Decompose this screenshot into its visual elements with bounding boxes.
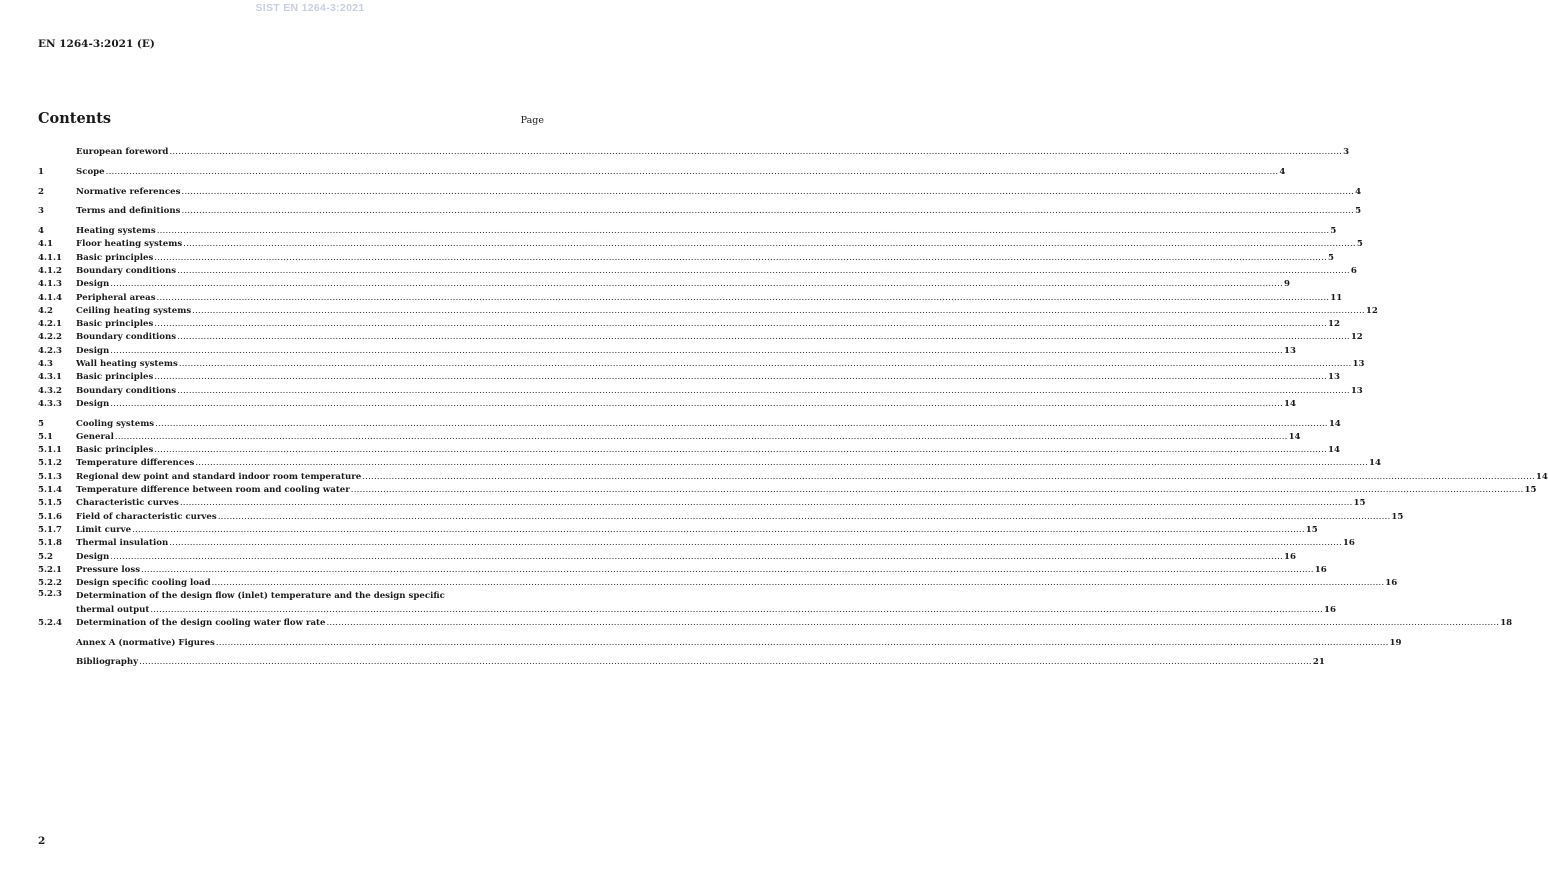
toc-entry[interactable]	[38, 496, 1366, 509]
toc-entry[interactable]	[38, 165, 1286, 178]
toc-entry-page: 14	[1369, 458, 1381, 469]
toc-entry[interactable]	[38, 456, 1381, 469]
toc-entry-title: Design	[76, 551, 110, 562]
toc-entry-title: Basic principles	[76, 372, 154, 383]
dot-leader: ................................................................................................................................................................................................................................................................................................................................................................................................................	[154, 372, 1327, 383]
toc-entry-number: 5	[38, 418, 44, 429]
dot-leader: ................................................................................................................................................................................................................................................................................................................................................................................................................	[326, 618, 1500, 629]
toc-entry-page: 5	[1356, 239, 1363, 250]
toc-entry-page: 13	[1327, 372, 1340, 383]
toc-entry-page: 14	[1328, 418, 1341, 429]
toc-entry-page: 11	[1330, 292, 1343, 303]
toc-entry-number: 4.1	[38, 239, 53, 250]
dot-leader: ................................................................................................................................................................................................................................................................................................................................................................................................................	[110, 345, 1283, 356]
toc-entry[interactable]	[38, 264, 1357, 277]
toc-entry-page: 18	[1500, 618, 1513, 629]
toc-entry[interactable]	[38, 635, 1402, 648]
toc-entry-page: 12	[1350, 332, 1363, 343]
toc-entry-title: Field of characteristic curves	[76, 511, 217, 522]
dot-leader: ................................................................................................................................................................................................................................................................................................................................................................................................................	[169, 147, 1343, 158]
toc-entry-page: 5	[1330, 226, 1337, 237]
toc-entry-number: 5.2	[38, 551, 53, 562]
toc-entry[interactable]	[38, 536, 1355, 549]
toc-entry-title: Annex A (normative) Figures	[76, 637, 215, 648]
toc-entry-page: 5	[1327, 252, 1334, 263]
toc-entry-title: Terms and definitions	[76, 206, 181, 217]
toc-entry-title: Design	[76, 345, 110, 356]
toc-entry-number: 4	[38, 226, 44, 237]
toc-entry-title: Boundary conditions	[76, 332, 177, 343]
watermark: SIST EN 1264-3:2021	[255, 2, 365, 14]
dot-leader: ................................................................................................................................................................................................................................................................................................................................................................................................................	[150, 604, 1323, 615]
toc-entry-page: 16	[1342, 538, 1355, 549]
toc-entry-page: 16	[1385, 578, 1398, 589]
dot-leader: ................................................................................................................................................................................................................................................................................................................................................................................................................	[169, 538, 1342, 549]
toc-entry-title: Regional dew point and standard indoor room temperature	[76, 471, 362, 482]
toc-entry-page: 16	[1283, 551, 1296, 562]
toc-entry-number: 4.3.1	[38, 372, 62, 383]
toc-entry-number: 5.2.4	[38, 618, 62, 629]
toc-entry-title: Pressure loss	[76, 564, 141, 575]
toc-entry-title: Cooling systems	[76, 418, 155, 429]
toc-entry-page: 16	[1324, 604, 1336, 615]
dot-leader: ................................................................................................................................................................................................................................................................................................................................................................................................................	[179, 498, 1353, 509]
toc-entry-page: 4	[1279, 166, 1286, 177]
toc-entry-page: 15	[1391, 511, 1404, 522]
toc-entry-page: 13	[1283, 345, 1296, 356]
toc-entry-title: Ceiling heating systems	[76, 305, 192, 316]
document-id: EN 1264-3:2021 (E)	[38, 38, 155, 50]
toc-entry[interactable]	[38, 317, 1340, 330]
dot-leader: ................................................................................................................................................................................................................................................................................................................................................................................................................	[350, 485, 1524, 496]
toc-entry-title: Wall heating systems	[76, 359, 178, 370]
toc-entry-number: 2	[38, 186, 44, 197]
table-of-contents	[38, 145, 1548, 668]
toc-entry-number: 4.2.2	[38, 332, 62, 343]
toc-entry-number: 5.1.6	[38, 511, 62, 522]
toc-entry[interactable]	[38, 563, 1327, 576]
toc-entry-title: Normative references	[76, 186, 181, 197]
toc-entry-title: Design specific cooling load	[76, 578, 211, 589]
toc-entry[interactable]	[38, 416, 1341, 429]
toc-entry[interactable]	[38, 145, 1350, 158]
toc-entry-number: 5.1.4	[38, 485, 62, 496]
dot-leader: ................................................................................................................................................................................................................................................................................................................................................................................................................	[154, 445, 1327, 456]
toc-entry-title: Basic principles	[76, 445, 154, 456]
toc-entry-title: Boundary conditions	[76, 265, 177, 276]
toc-entry-title: Peripheral areas	[76, 292, 156, 303]
page-title: Contents	[38, 110, 112, 127]
dot-leader: ................................................................................................................................................................................................................................................................................................................................................................................................................	[139, 657, 1312, 668]
toc-entry-title: Heating systems	[76, 226, 156, 237]
toc-entry-page: 12	[1327, 319, 1340, 330]
toc-entry-title: thermal output	[76, 604, 150, 615]
toc-entry-title: Basic principles	[76, 319, 154, 330]
toc-entry-number: 5.1.7	[38, 524, 62, 535]
toc-entry-title: Determination of the design cooling water flow rate	[76, 618, 326, 629]
dot-leader: ................................................................................................................................................................................................................................................................................................................................................................................................................	[178, 359, 1352, 370]
dot-leader: ................................................................................................................................................................................................................................................................................................................................................................................................................	[132, 524, 1305, 535]
toc-entry-title: Temperature differences	[76, 458, 195, 469]
toc-entry[interactable]	[38, 469, 1548, 482]
toc-entry-title: Scope	[76, 166, 105, 177]
toc-entry[interactable]	[38, 576, 1398, 589]
toc-entry-page: 4	[1355, 186, 1362, 197]
toc-entry-number: 5.1.3	[38, 471, 62, 482]
toc-entry-title: Characteristic curves	[76, 498, 179, 509]
toc-entry-number: 5.1.1	[38, 445, 62, 456]
toc-entry-page: 9	[1283, 279, 1290, 290]
toc-entry-page: 21	[1312, 657, 1325, 668]
dot-leader: ................................................................................................................................................................................................................................................................................................................................................................................................................	[195, 458, 1369, 469]
dot-leader: ................................................................................................................................................................................................................................................................................................................................................................................................................	[211, 578, 1385, 589]
toc-entry[interactable]	[38, 589, 1336, 616]
toc-entry[interactable]	[38, 204, 1362, 217]
toc-entry-title: Thermal insulation	[76, 538, 169, 549]
toc-entry[interactable]	[38, 383, 1363, 396]
toc-entry-title: European foreword	[76, 147, 169, 158]
toc-entry-number: 5.2.1	[38, 564, 62, 575]
toc-entry[interactable]	[38, 304, 1378, 317]
toc-entry-page: 6	[1350, 265, 1357, 276]
toc-entry-title: Determination of the design flow (inlet) temperature and the design specific	[76, 591, 445, 602]
dot-leader: ................................................................................................................................................................................................................................................................................................................................................................................................................	[177, 385, 1350, 396]
toc-entry[interactable]	[38, 655, 1325, 668]
toc-entry[interactable]	[38, 277, 1290, 290]
toc-entry-title: General	[76, 431, 114, 442]
toc-entry-page: 15	[1524, 485, 1537, 496]
dot-leader: ................................................................................................................................................................................................................................................................................................................................................................................................................	[181, 186, 1355, 197]
toc-entry[interactable]	[38, 443, 1340, 456]
toc-entry-page: 13	[1352, 359, 1365, 370]
toc-entry-title: Basic principles	[76, 252, 154, 263]
dot-leader: ................................................................................................................................................................................................................................................................................................................................................................................................................	[114, 431, 1288, 442]
toc-entry-number: 4.3	[38, 359, 53, 370]
dot-leader: ................................................................................................................................................................................................................................................................................................................................................................................................................	[155, 418, 1328, 429]
toc-entry[interactable]	[38, 430, 1301, 443]
toc-entry[interactable]	[38, 250, 1334, 263]
toc-entry-number: 4.1.3	[38, 279, 62, 290]
dot-leader: ................................................................................................................................................................................................................................................................................................................................................................................................................	[105, 166, 1279, 177]
toc-entry[interactable]	[38, 330, 1363, 343]
toc-entry-number: 5.2.3	[38, 589, 62, 600]
dot-leader: ................................................................................................................................................................................................................................................................................................................................................................................................................	[156, 292, 1330, 303]
toc-entry[interactable]	[38, 224, 1337, 237]
toc-entry[interactable]	[38, 616, 1513, 629]
dot-leader: ................................................................................................................................................................................................................................................................................................................................................................................................................	[156, 226, 1330, 237]
toc-entry-page: 14	[1535, 471, 1548, 482]
dot-leader: ................................................................................................................................................................................................................................................................................................................................................................................................................	[141, 564, 1314, 575]
toc-entry-number: 5.1.2	[38, 458, 62, 469]
toc-entry-title: Design	[76, 279, 110, 290]
dot-leader: ................................................................................................................................................................................................................................................................................................................................................................................................................	[177, 332, 1350, 343]
dot-leader: ................................................................................................................................................................................................................................................................................................................................................................................................................	[362, 471, 1535, 482]
toc-entry-title: Limit curve	[76, 524, 132, 535]
toc-entry[interactable]	[38, 370, 1340, 383]
toc-entry-number: 4.1.1	[38, 252, 62, 263]
toc-entry-title: Temperature difference between room and cooling water	[76, 485, 350, 496]
toc-entry-page: 3	[1343, 147, 1350, 158]
dot-leader: ................................................................................................................................................................................................................................................................................................................................................................................................................	[177, 265, 1350, 276]
toc-entry-title: Design	[76, 398, 110, 409]
toc-entry[interactable]	[38, 483, 1537, 496]
dot-leader: ................................................................................................................................................................................................................................................................................................................................................................................................................	[110, 398, 1283, 409]
toc-entry-page: 13	[1350, 385, 1363, 396]
toc-entry-page: 19	[1389, 637, 1402, 648]
dot-leader: ................................................................................................................................................................................................................................................................................................................................................................................................................	[181, 206, 1355, 217]
toc-entry-page: 14	[1283, 398, 1296, 409]
toc-entry-number: 5.1.8	[38, 538, 62, 549]
toc-entry-number: 5.2.2	[38, 578, 62, 589]
toc-entry-number: 5.1	[38, 431, 53, 442]
toc-entry-number: 5.1.5	[38, 498, 62, 509]
toc-entry-page: 14	[1288, 431, 1301, 442]
toc-entry-number: 4.2.1	[38, 319, 62, 330]
toc-entry-number: 4.3.2	[38, 385, 62, 396]
toc-entry-number: 4.1.2	[38, 265, 62, 276]
dot-leader: ................................................................................................................................................................................................................................................................................................................................................................................................................	[215, 637, 1389, 648]
toc-entry-page: 5	[1355, 206, 1362, 217]
toc-entry-page: 12	[1365, 305, 1378, 316]
toc-entry-page: 14	[1327, 445, 1340, 456]
dot-leader: ................................................................................................................................................................................................................................................................................................................................................................................................................	[154, 319, 1327, 330]
toc-entry[interactable]	[38, 184, 1362, 197]
dot-leader: ................................................................................................................................................................................................................................................................................................................................................................................................................	[154, 252, 1327, 263]
toc-entry[interactable]	[38, 357, 1365, 370]
toc-entry-number: 4.2.3	[38, 345, 62, 356]
toc-entry-title: Bibliography	[76, 657, 139, 668]
toc-entry-number: 1	[38, 166, 44, 177]
toc-entry-page: 16	[1314, 564, 1327, 575]
toc-entry-page: 15	[1353, 498, 1366, 509]
dot-leader: ................................................................................................................................................................................................................................................................................................................................................................................................................	[110, 279, 1283, 290]
toc-entry[interactable]	[38, 343, 1296, 356]
toc-entry[interactable]	[38, 523, 1318, 536]
toc-entry-number: 4.1.4	[38, 292, 62, 303]
dot-leader: ................................................................................................................................................................................................................................................................................................................................................................................................................	[192, 305, 1365, 316]
page-column-label: Page	[520, 115, 544, 126]
toc-entry-number: 4.2	[38, 305, 53, 316]
toc-entry[interactable]	[38, 549, 1296, 562]
toc-entry-title: Floor heating systems	[76, 239, 183, 250]
dot-leader: ................................................................................................................................................................................................................................................................................................................................................................................................................	[217, 511, 1391, 522]
toc-entry[interactable]	[38, 237, 1363, 250]
toc-entry[interactable]	[38, 397, 1296, 410]
toc-entry[interactable]	[38, 290, 1343, 303]
toc-entry-page: 15	[1305, 524, 1318, 535]
page-number: 2	[38, 835, 46, 847]
dot-leader: ................................................................................................................................................................................................................................................................................................................................................................................................................	[110, 551, 1283, 562]
dot-leader: ................................................................................................................................................................................................................................................................................................................................................................................................................	[183, 239, 1356, 250]
toc-entry[interactable]	[38, 509, 1404, 522]
toc-entry-title: Boundary conditions	[76, 385, 177, 396]
toc-entry-number: 4.3.3	[38, 398, 62, 409]
toc-entry-number: 3	[38, 206, 44, 217]
